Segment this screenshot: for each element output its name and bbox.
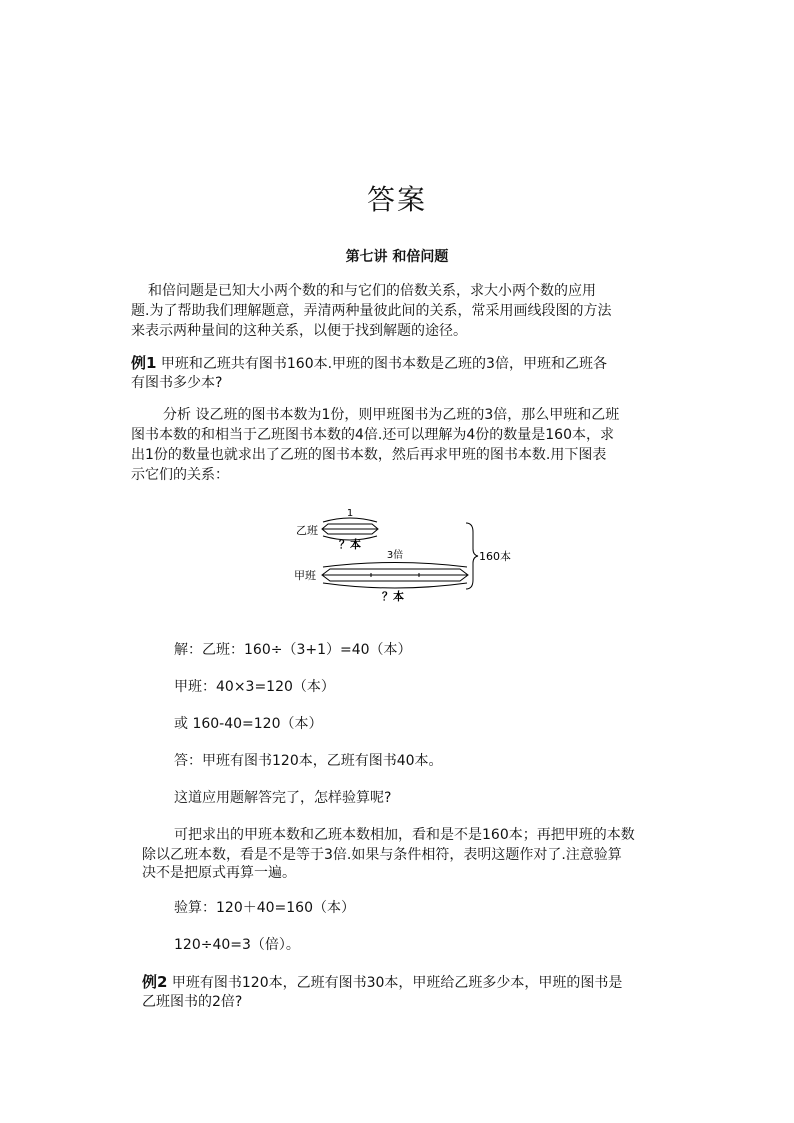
example1-line (131, 353, 607, 374)
example2-text: 甲班有图书120本，乙班有图书30本，甲班给乙班多少本，甲班的图书是 (171, 975, 623, 991)
check-line: 除以乙班本数，看是不是等于3倍.如果与条件相符，表明这题作对了.注意验算 (142, 847, 622, 863)
yi-question-label: ？本 (339, 538, 361, 551)
intro-line: 题.为了帮助我们理解题意，弄清两种量彼此间的关系，常采用画线段图的方法 (131, 303, 612, 319)
page-title: 答案 (366, 183, 427, 216)
example1-text: 有图书多少本? (131, 375, 223, 391)
check-line: 决不是把原式再算一遍。 (142, 865, 296, 881)
example1-text: 甲班和乙班共有图书160本.甲班的图书本数是乙班的3倍，甲班和乙班各 (160, 356, 607, 372)
jia-class-label: 甲班 (294, 569, 316, 582)
top-brace-three (323, 563, 467, 568)
solution-line: 解：乙班：160÷（3+1）=40（本） (174, 642, 412, 658)
example2-text: 乙班图书的2倍? (142, 994, 243, 1010)
intro-line: 和倍问题是已知大小两个数的和与它们的倍数关系，求大小两个数的应用 (148, 283, 596, 299)
analysis-line: 示它们的关系： (131, 467, 229, 483)
example2-line (142, 972, 622, 993)
yi-class-label: 乙班 (296, 524, 318, 537)
jia-question-label: ？本 (382, 590, 404, 603)
solution-line: 或 160-40=120（本） (174, 716, 323, 732)
total-brace (466, 523, 478, 589)
lecture-subtitle: 第七讲 和倍问题 (345, 249, 449, 265)
bottom-brace-jia (323, 583, 467, 588)
one-part-label: 1 (346, 508, 354, 519)
analysis-line: 出1份的数量也就求出了乙班的图书本数，然后再求甲班的图书本数.用下图表 (131, 447, 607, 463)
example1-label: 例1 (131, 354, 157, 372)
example2-label: 例2 (142, 973, 168, 991)
verify-line: 120÷40=3（倍）。 (174, 937, 300, 953)
check-line: 可把求出的甲班本数和乙班本数相加，看和是不是160本；再把甲班的本数 (174, 827, 635, 843)
solution-line: 甲班：40×3=120（本） (174, 679, 335, 695)
intro-line: 来表示两种量间的这种关系，以便于找到解题的途径。 (131, 323, 467, 339)
three-times-label: 3倍 (386, 550, 404, 561)
total-label: 160本 (479, 550, 511, 563)
verify-line: 验算：120＋40=160（本） (174, 900, 355, 916)
segment-diagram (280, 500, 530, 610)
question-line: 这道应用题解答完了，怎样验算呢? (174, 790, 392, 806)
answer-line: 答：甲班有图书120本，乙班有图书40本。 (174, 753, 443, 769)
analysis-line: 图书本数的和相当于乙班图书本数的4倍.还可以理解为4份的数量是160本，求 (131, 427, 614, 443)
analysis-line: 分析 设乙班的图书本数为1份，则甲班图书为乙班的3倍，那么甲班和乙班 (163, 407, 620, 423)
